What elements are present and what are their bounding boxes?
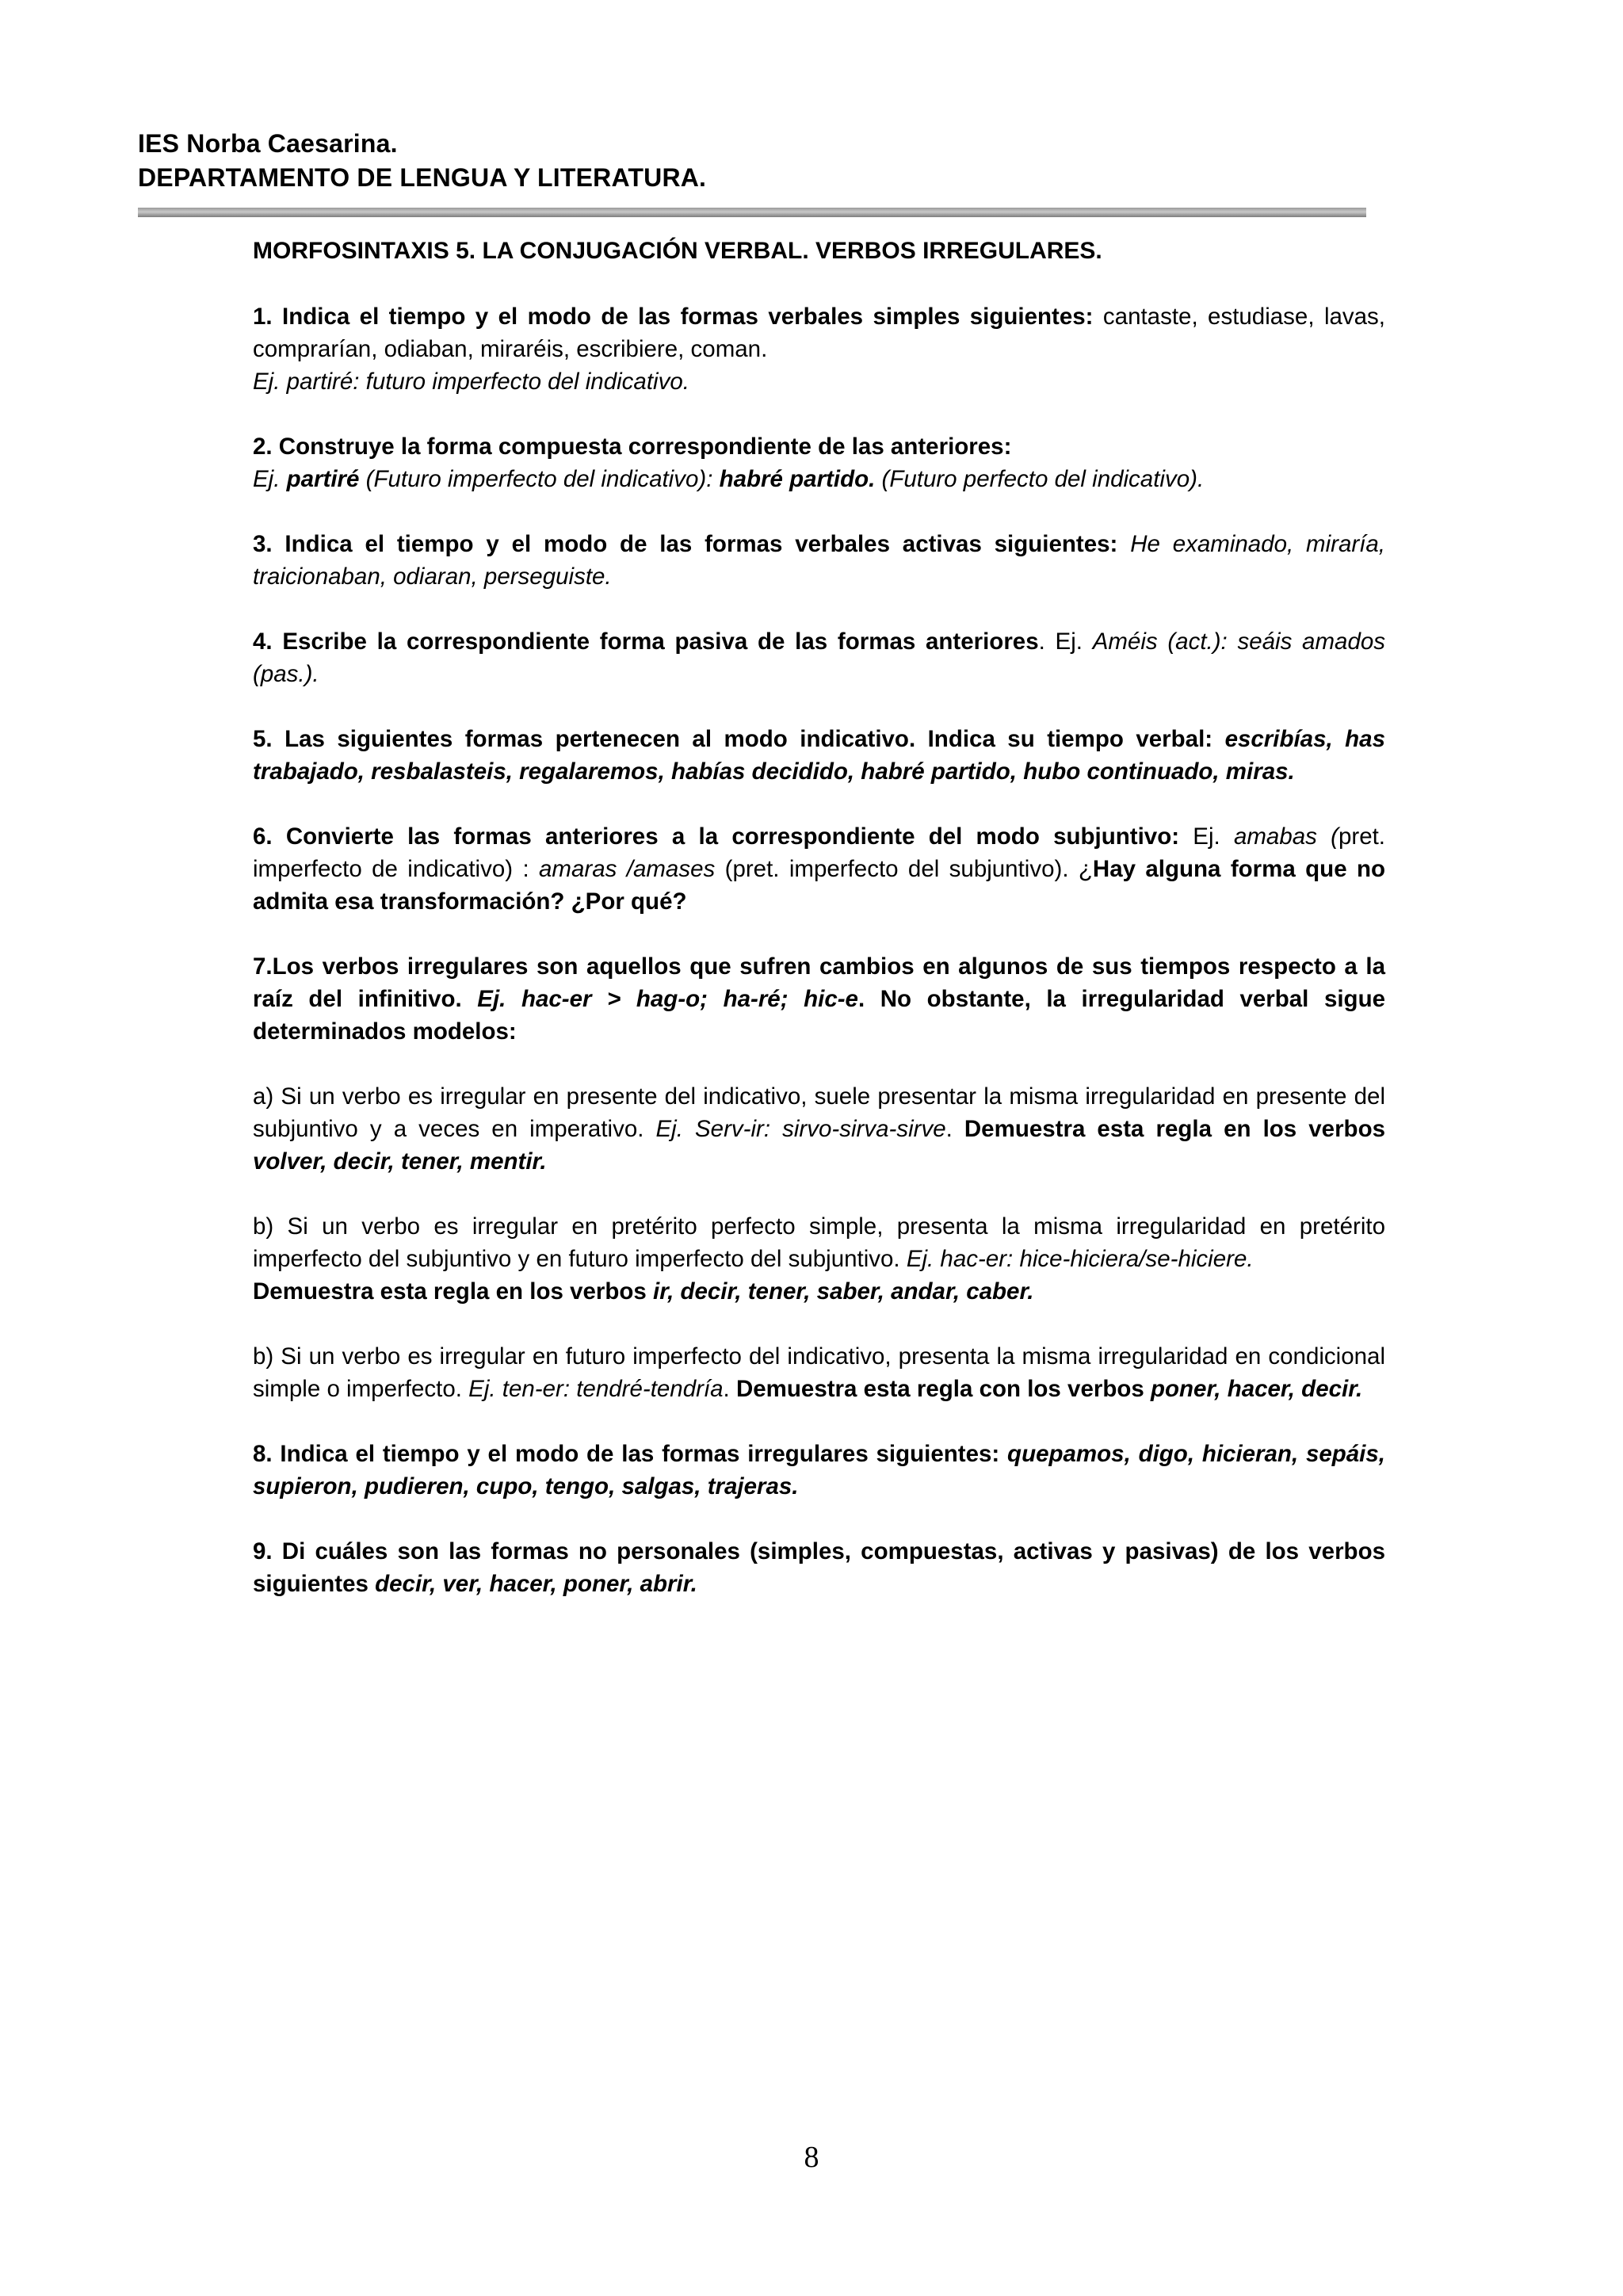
exercise-8-prompt: 8. Indica el tiempo y el modo de las formas irregulares siguientes: [253,1441,1000,1467]
exercise-2-text-2: (Futuro perfecto del indicativo). [875,466,1205,492]
rule-b-example: Ej. hac-er: hice-hiciera/se-hiciere. [906,1246,1254,1272]
exercise-6-word-1: amabas ( [1233,823,1338,850]
worksheet-title: MORFOSINTAXIS 5. LA CONJUGACIÓN VERBAL. VERBOS IRREGULARES. [253,238,1102,264]
exercise-4-ej: . Ej. [1038,628,1093,655]
school-name: IES Norba Caesarina. [138,129,398,158]
rule-b-verbs: ir, decir, tener, saber, andar, caber. [653,1278,1034,1305]
rule-c-example: Ej. ten-er: tendré-tendría [468,1376,724,1402]
header-divider [138,208,1366,217]
exercise-5 [253,723,1385,788]
exercise-3-words: He examinado, miraría, traicionaban, odiaran, perseguiste. [253,531,1386,590]
exercise-2 [253,430,1385,495]
exercise-1-words: cantaste, estudiase, lavas, comprarían, odiaban, miraréis, escribiere, coman. [253,304,1386,362]
exercise-2-word-1: partiré [286,466,360,492]
exercise-4-example: Améis (act.): seáis amados (pas.). [253,628,1386,687]
page-number: 8 [804,2141,819,2174]
rule-c-verbs: poner, hacer, decir. [1150,1376,1363,1402]
exercise-6 [253,820,1385,918]
rule-a-verbs: volver, decir, tener, mentir. [253,1148,547,1175]
page-header [138,127,1374,195]
exercise-7-intro-text: 7.Los verbos irregulares son aquellos que sufren cambios en algunos de sus tiempos respecto a la raíz del infinitivo. [253,953,1385,1012]
exercise-1-example: Ej. partiré: futuro imperfecto del indicativo. [253,369,689,395]
exercise-6-text-1: pret. imperfecto de indicativo) : [253,823,1385,882]
exercise-7-intro [253,950,1385,1048]
exercise-1-prompt: 1. Indica el tiempo y el modo de las formas verbales simples siguientes: [253,304,1094,330]
exercise-9-prompt: 9. Di cuáles son las formas no personales (simples, compuestas, activas y pasivas) de los verbos siguientes [253,1538,1385,1597]
exercise-5-prompt: 5. Las siguientes formas pertenecen al modo indicativo. Indica su tiempo verbal: [253,726,1213,752]
rule-b-command: Demuestra esta regla en los verbos [253,1278,654,1305]
exercise-2-ej: Ej. [253,466,287,492]
rule-a-dot: . [945,1116,964,1142]
exercise-4-prompt: 4. Escribe la correspondiente forma pasiva de las formas anteriores [253,628,1039,655]
exercise-7-rule-c [253,1340,1385,1405]
rule-c-dot: . [723,1376,736,1402]
exercise-2-prompt: 2. Construye la forma compuesta correspondiente de las anteriores: [253,434,1012,460]
exercise-2-text-1: (Futuro imperfecto del indicativo): [359,466,720,492]
exercise-4 [253,625,1385,690]
rule-c-command: Demuestra esta regla con los verbos [735,1376,1151,1402]
exercise-3-prompt: 3. Indica el tiempo y el modo de las formas verbales activas siguientes: [253,531,1118,557]
worksheet-body [253,232,1385,1633]
rule-a-command: Demuestra esta regla en los verbos [964,1116,1385,1142]
exercise-2-word-2: habré partido. [719,466,876,492]
exercise-9 [253,1535,1385,1600]
exercise-6-ej: Ej. [1179,823,1234,850]
exercise-8-words: quepamos, digo, hicieran, sepáis, supieron, pudieren, cupo, tengo, salgas, trajeras. [253,1441,1385,1499]
exercise-6-word-2: amaras /amases [539,856,716,882]
department-name: DEPARTAMENTO DE LENGUA Y LITERATURA. [138,163,707,192]
exercise-7-intro-example: Ej. hac-er > hag-o; ha-ré; hic-e [477,986,858,1012]
exercise-3 [253,528,1385,593]
exercise-6-question: Hay alguna forma que no admita esa transformación? ¿Por qué? [253,856,1386,915]
exercise-8 [253,1438,1385,1503]
exercise-1 [253,300,1385,398]
rule-c-text: b) Si un verbo es irregular en futuro imperfecto del indicativo, presenta la misma irregularidad en condicional simple o imperfecto. [253,1343,1385,1402]
exercise-6-prompt: 6. Convierte las formas anteriores a la correspondiente del modo subjuntivo: [253,823,1180,850]
rule-b-text: b) Si un verbo es irregular en pretérito perfecto simple, presenta la misma irregularidad en pretérito imperfecto del subjuntivo y en futuro imperfecto del subjuntivo. [253,1213,1385,1272]
rule-a-text: a) Si un verbo es irregular en presente del indicativo, suele presentar la misma irregularidad en presente del subjuntivo y a veces en imperativo. [253,1083,1385,1142]
exercise-6-text-2: (pret. imperfecto del subjuntivo). ¿ [715,856,1093,882]
rule-a-example: Ej. Serv-ir: sirvo-sirva-sirve [655,1116,946,1142]
exercise-7-intro-end: . No obstante, la irregularidad verbal sigue determinados modelos: [253,986,1385,1045]
exercise-9-words: decir, ver, hacer, poner, abrir. [375,1571,697,1597]
exercise-5-words: escribías, has trabajado, resbalasteis, regalaremos, habías decidido, habré partido, hubo continuado, miras. [253,726,1385,785]
exercise-7-rule-b [253,1210,1385,1308]
exercise-7-rule-a [253,1080,1385,1178]
